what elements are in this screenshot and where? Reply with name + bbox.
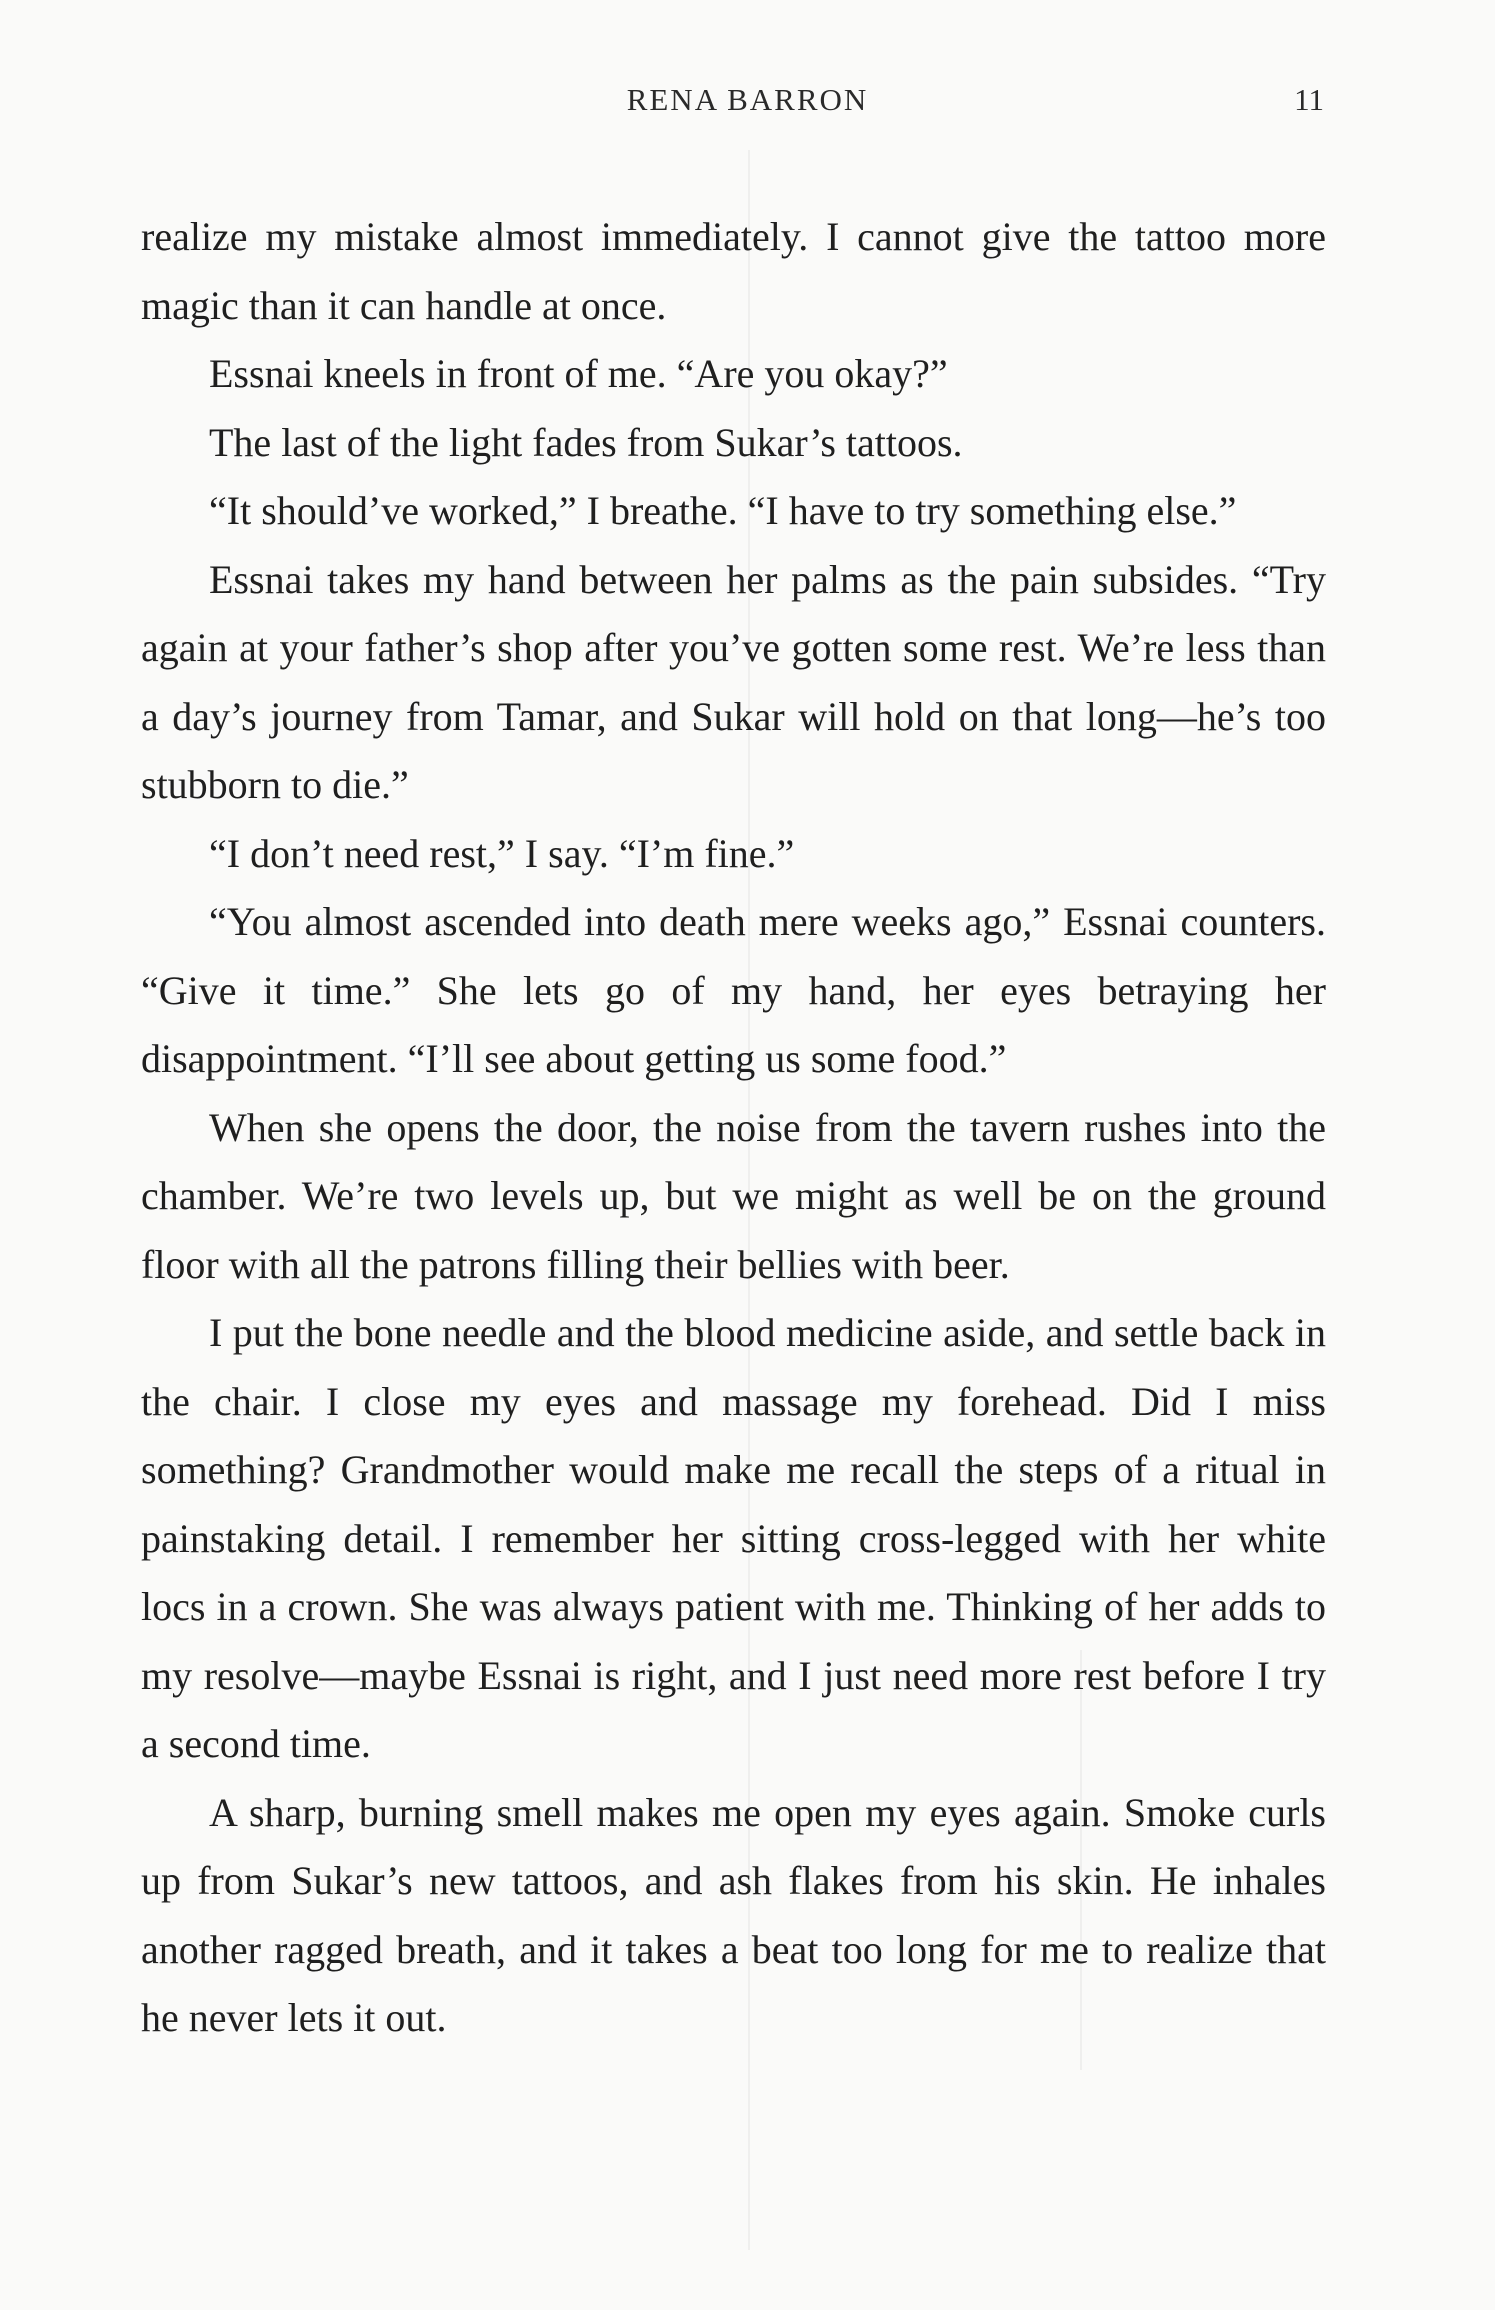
- running-head-author: RENA BARRON: [626, 82, 869, 117]
- paragraph: Essnai kneels in front of me. “Are you okay?”: [209, 351, 948, 396]
- paragraph: “I don’t need rest,” I say. “I’m fine.”: [209, 830, 795, 876]
- paragraph: I put the bone needle and the blood medicine aside, and settle back in the chair. I close my eyes and massage my forehead. Did I miss something? Grandmother would make me recall the steps of a ritual in painstaking detail. I remember her sitting cross-legged with her white locs in a crown. She was always patient with me. Thinking of her adds to my resolve—maybe Essnai is right, and I just need more rest before I try a second time.: [141, 1310, 1326, 1766]
- paragraph: realize my mistake almost immediately. I cannot give the tattoo more magic than it can handle at once.: [141, 214, 1326, 328]
- paragraph: When she opens the door, the noise from the tavern rushes into the chamber. We’re two levels up, but we might as well be on the ground floor with all the patrons filling their bellies with beer.: [141, 1104, 1326, 1287]
- paragraph: “It should’ve worked,” I breathe. “I have to try something else.”: [209, 488, 1237, 533]
- paragraph: “You almost ascended into death mere weeks ago,” Essnai counters. “Give it time.” She lets go of my hand, her eyes betraying her disappointment. “I’ll see about getting us some food.”: [141, 899, 1326, 1081]
- paragraph: A sharp, burning smell makes me open my eyes again. Smoke curls up from Sukar’s new tattoos, and ash flakes from his skin. He inhales another ragged breath, and it takes a beat too long for me to realize that he never lets it out.: [141, 1789, 1326, 2040]
- paragraph: The last of the light fades from Sukar’s tattoos.: [209, 419, 963, 465]
- running-head: [0, 82, 1495, 122]
- page-number: 11: [1294, 82, 1324, 117]
- body-text: [141, 203, 1326, 2053]
- paragraph: Essnai takes my hand between her palms as the pain subsides. “Try again at your father’s shop after you’ve gotten some rest. We’re less than a day’s journey from Tamar, and Sukar will hold on that long—he’s too stubborn to die.”: [141, 556, 1326, 807]
